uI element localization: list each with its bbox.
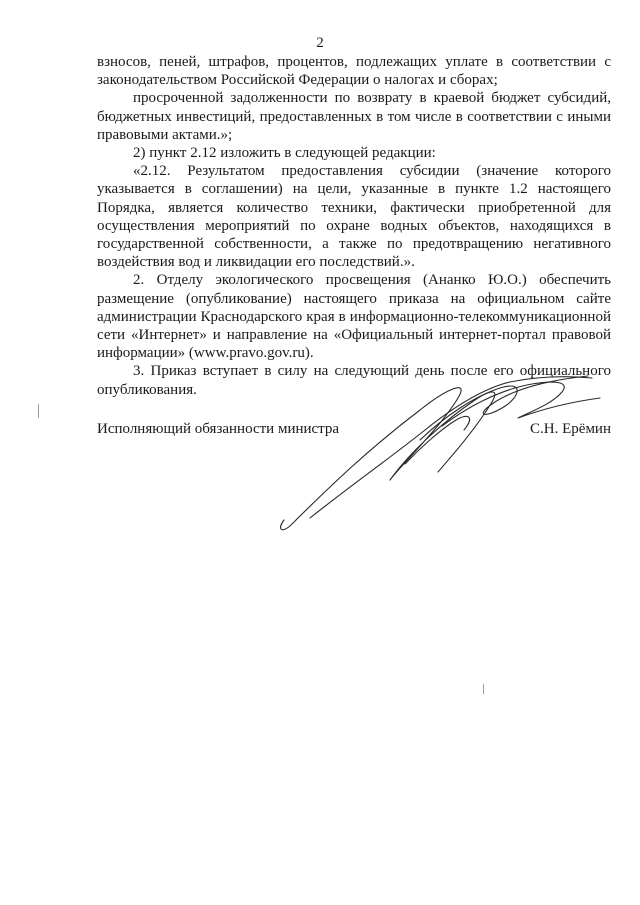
page-number: 2 [316, 35, 324, 51]
document-body [97, 53, 611, 399]
scan-mark [483, 684, 484, 694]
signatory-name: С.Н. Ерёмин [530, 421, 611, 437]
paragraph-taxes-clause: взносов, пеней, штрафов, процентов, подлежащих уплате в соответствии с законодательством Российской Федерации о налогах и сборах; [97, 54, 611, 89]
paragraph-clause-2-12-text: «2.12. Результатом предоставления субсидии (значение которого указывается в соглашении) на цели, указанные в пункте 1.2 настоящего Порядка, является количество техники, фактически приобретенной для осуществления мероприятий по охране водных объектов, находящихся в государственной собственности, а также по предотвращению негативного воздействия вод и ликвидации его последствий.». [97, 163, 611, 271]
paragraph-overdue-debt-clause: просроченной задолженности по возврату в краевой бюджет субсидий, бюджетных инвестиций, предоставленных в том числе в соответствии с иными правовыми актами.»; [97, 90, 611, 143]
paragraph-entry-into-force: 3. Приказ вступает в силу на следующий день после его официального опубликования. [97, 363, 611, 398]
paragraph-publication-order: 2. Отделу экологического просвещения (Ананко Ю.О.) обеспечить размещение (опубликование) настоящего приказа на официальном сайте администрации Краснодарского края в информационно-телекоммуникационной сети «Интернет» и направление на «Официальный интернет-портал правовой информации» (www.pravo.gov.ru). [97, 272, 611, 362]
paragraph-amend-2-12: 2) пункт 2.12 изложить в следующей редакции: [133, 145, 436, 162]
handwritten-signature [270, 368, 610, 538]
signatory-position: Исполняющий обязанности министра [97, 421, 340, 437]
scan-mark [38, 404, 39, 418]
